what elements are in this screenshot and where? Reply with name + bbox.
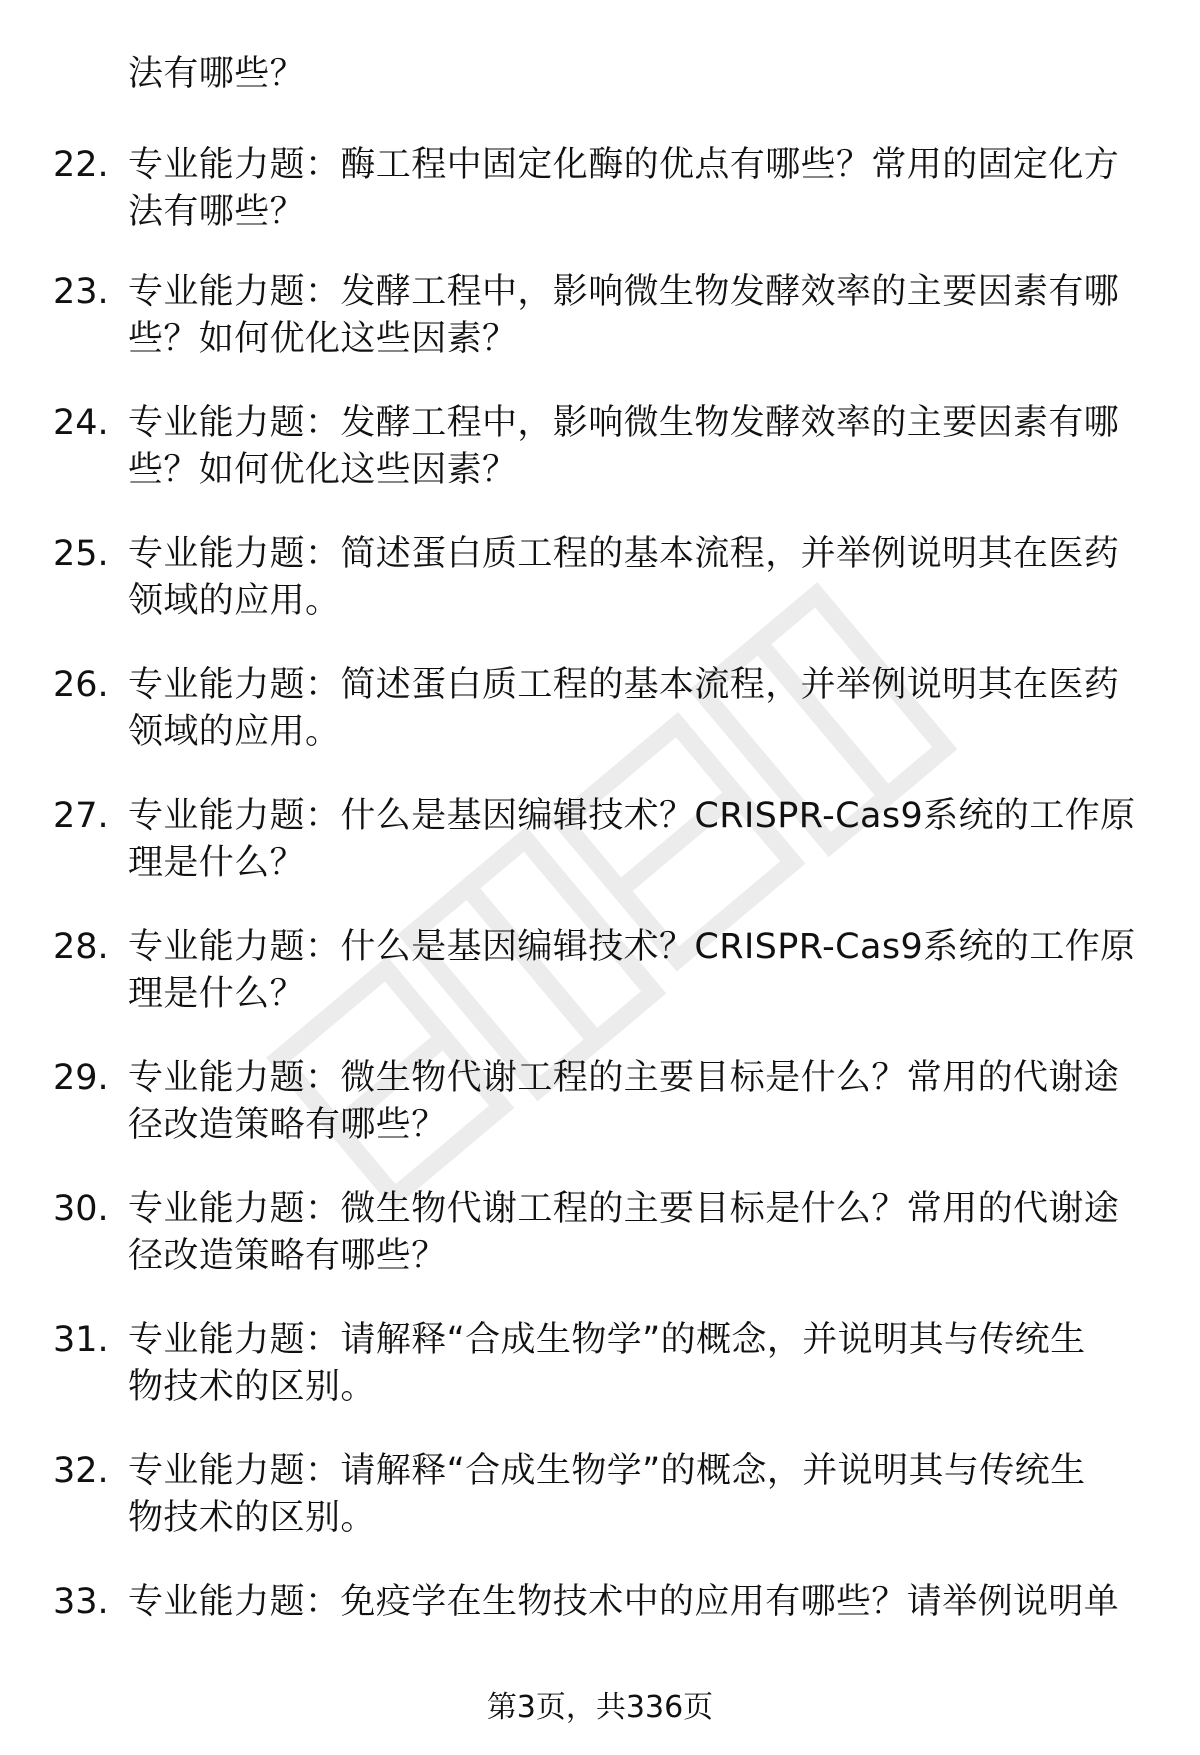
question-text-line: 物技术的区别。 [128, 1498, 376, 1538]
question-number: 29. [53, 1058, 109, 1098]
question-number: 32. [53, 1451, 109, 1491]
question-number: 22. [53, 145, 109, 185]
question-text-line: 法有哪些？ [128, 54, 306, 94]
question-text-line: 专业能力题：微生物代谢工程的主要目标是什么？常用的代谢途 [128, 1058, 1120, 1098]
question-text-line: 物技术的区别。 [128, 1367, 376, 1407]
question-number: 23. [53, 272, 109, 312]
question-text-line: 专业能力题：发酵工程中，影响微生物发酵效率的主要因素有哪 [128, 272, 1120, 312]
question-number: 26. [53, 665, 109, 705]
question-text-line: 领域的应用。 [128, 712, 341, 752]
question-text-line: 领域的应用。 [128, 581, 341, 621]
question-number: 33. [53, 1582, 109, 1622]
question-text-line: 专业能力题：发酵工程中，影响微生物发酵效率的主要因素有哪 [128, 403, 1120, 443]
question-number: 28. [53, 927, 109, 967]
question-text-line: 专业能力题：什么是基因编辑技术？CRISPR-Cas9系统的工作原 [128, 796, 1136, 836]
question-text-line: 专业能力题：微生物代谢工程的主要目标是什么？常用的代谢途 [128, 1189, 1120, 1229]
question-text-line: 些？如何优化这些因素？ [128, 450, 518, 490]
question-number: 27. [53, 796, 109, 836]
question-text-line: 专业能力题：简述蛋白质工程的基本流程，并举例说明其在医药 [128, 665, 1120, 705]
question-number: 24. [53, 403, 109, 443]
question-text-line: 理是什么？ [128, 974, 306, 1014]
question-text-line: 径改造策略有哪些？ [128, 1105, 447, 1145]
question-text-line: 些？如何优化这些因素？ [128, 319, 518, 359]
question-text-line: 专业能力题：简述蛋白质工程的基本流程，并举例说明其在医药 [128, 534, 1120, 574]
question-text-line: 径改造策略有哪些？ [128, 1236, 447, 1276]
question-number: 25. [53, 534, 109, 574]
question-text-line: 理是什么？ [128, 843, 306, 883]
page-footer: 第3页，共336页 [486, 1690, 714, 1725]
question-text-line: 法有哪些？ [128, 192, 306, 232]
question-text-line: 专业能力题：请解释“合成生物学”的概念，并说明其与传统生 [128, 1451, 1086, 1491]
question-number: 30. [53, 1189, 109, 1229]
question-number: 31. [53, 1320, 109, 1360]
question-text-line: 专业能力题：请解释“合成生物学”的概念，并说明其与传统生 [128, 1320, 1086, 1360]
question-text-line: 专业能力题：免疫学在生物技术中的应用有哪些？请举例说明单 [128, 1582, 1120, 1622]
question-text-line: 专业能力题：酶工程中固定化酶的优点有哪些？常用的固定化方 [128, 145, 1120, 185]
question-text-line: 专业能力题：什么是基因编辑技术？CRISPR-Cas9系统的工作原 [128, 927, 1136, 967]
